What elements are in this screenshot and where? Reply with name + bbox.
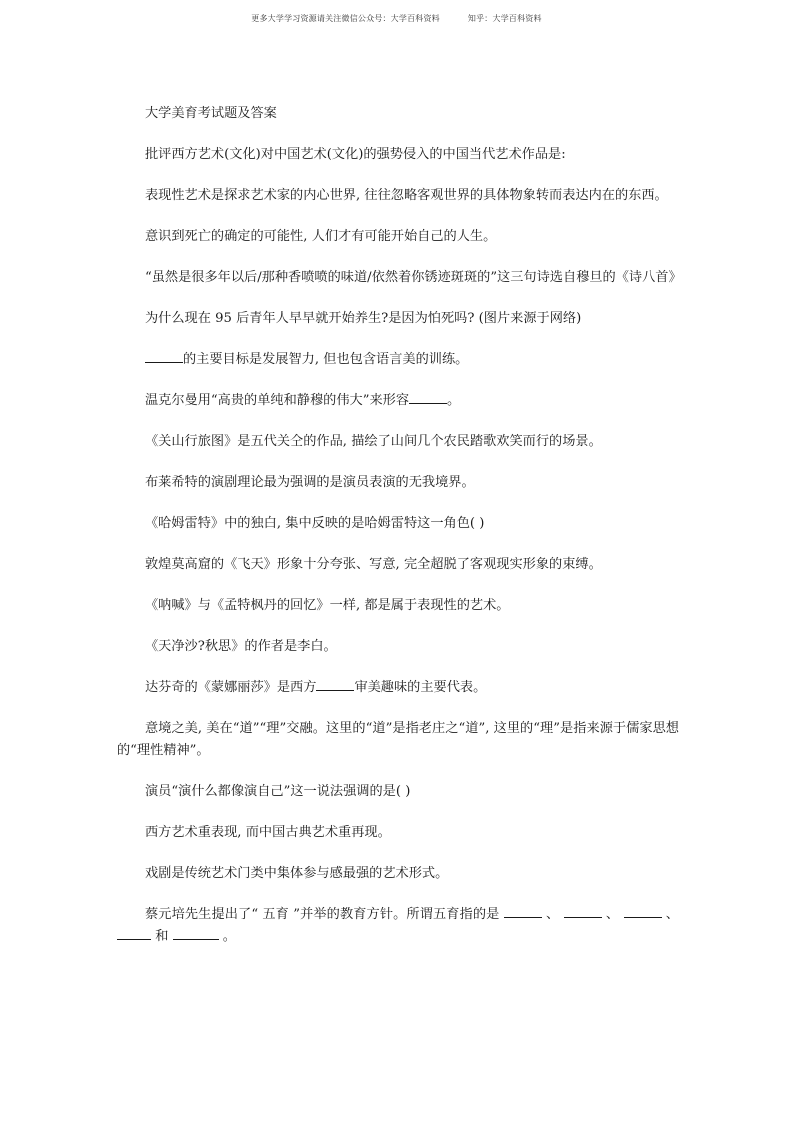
fill-in-blank-question: 的主要目标是发展智力, 但也包含语言美的训练。 — [117, 349, 679, 371]
answer-blank — [409, 390, 447, 404]
header-zhihu-note: 知乎：大学百科资料 — [467, 14, 542, 23]
paragraph: 意识到死亡的确定的可能性, 人们才有可能开始自己的人生。 — [145, 229, 497, 244]
paragraph: 《天净沙?秋思》的作者是李白。 — [145, 639, 337, 654]
answer-blank — [145, 349, 183, 363]
paragraph: “虽然是很多年以后/那种香喷喷的味道/依然着你锈迹斑斑的”这三句诗选自穆旦的《诗八首》 — [145, 270, 682, 285]
answer-blank — [564, 904, 602, 918]
paragraph: 为什么现在 95 后青年人早早就开始养生?是因为怕死吗? (图片来源于网络) — [145, 311, 582, 326]
paragraph: 演员“演什么都像演自己”这一说法强调的是( ) — [145, 784, 411, 799]
paragraph: 表现性艺术是探求艺术家的内心世界, 往往忽略客观世界的具体物象转而表达内在的东西。 — [145, 188, 668, 203]
answer-blank — [624, 904, 662, 918]
paragraph: 西方艺术重表现, 而中国古典艺术重再现。 — [145, 825, 391, 840]
answer-blank — [316, 677, 354, 691]
fill-in-blank-question: 温克尔曼用“高贵的单纯和静穆的伟大”来形容 。 — [117, 390, 679, 412]
answer-blank — [504, 904, 542, 918]
document-body — [117, 103, 682, 967]
answer-blank — [173, 926, 219, 940]
paragraph: 敦煌莫高窟的《飞天》形象十分夸张、写意, 完全超脱了客观现实形象的束缚。 — [145, 557, 602, 572]
header-wechat-note: 更多大学学习资源请关注微信公众号：大学百科资料 — [251, 14, 440, 23]
paragraph: 意境之美, 美在“道”“理”交融。这里的“道”是指老庄之“道”, 这里的“理”是指来源于儒家思想的“理性精神”。 — [117, 721, 679, 758]
paragraph: 《呐喊》与《孟特枫丹的回忆》一样, 都是属于表现性的艺术。 — [145, 598, 510, 613]
paragraph: 布莱希特的演剧理论最为强调的是演员表演的无我境界。 — [145, 475, 475, 490]
fill-in-blank-question: 达芬奇的《蒙娜丽莎》是西方 审美趣味的主要代表。 — [117, 677, 679, 699]
fill-in-blank-question: 蔡元培先生提出了“ 五育 ”并举的教育方针。所谓五育指的是 、 、 、 和 。 — [117, 904, 679, 948]
page-header — [0, 13, 793, 24]
answer-blank — [117, 926, 151, 940]
paragraph: 《哈姆雷特》中的独白, 集中反映的是哈姆雷特这一角色( ) — [145, 516, 485, 531]
paragraph: 《关山行旅图》是五代关仝的作品, 描绘了山间几个农民踏歌欢笑而行的场景。 — [145, 434, 602, 449]
paragraph: 批评西方艺术(文化)对中国艺术(文化)的强势侵入的中国当代艺术作品是: — [145, 147, 566, 162]
paragraph: 戏剧是传统艺术门类中集体参与感最强的艺术形式。 — [145, 866, 449, 881]
document-title: 大学美育考试题及答案 — [145, 106, 277, 121]
